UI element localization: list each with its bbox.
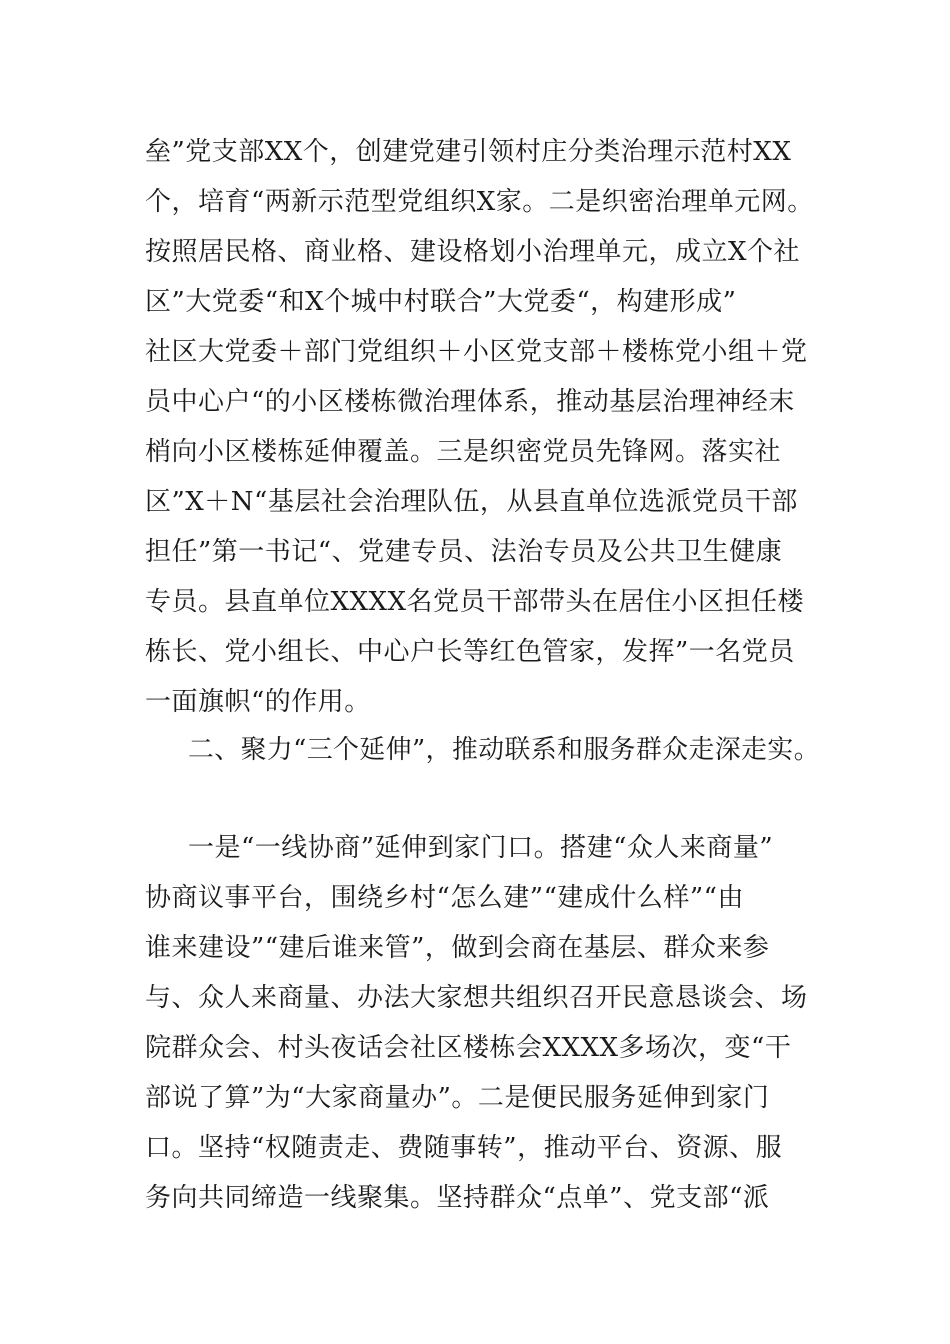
text-line: 按照居民格、商业格、建设格划小治理单元，成立X个社 [145,237,801,267]
text-line: 担任”第一书记“、党建专员、法治专员及公共卫生健康 [145,537,783,567]
section-heading: 二、聚力“三个延伸”，推动联系和服务群众走深走实。 [188,735,820,765]
text-line: 专员。县直单位XXXX名党员干部带头在居住小区担任楼 [145,587,805,617]
text-line: 谁来建设”“建后谁来管”，做到会商在基层、群众来参 [145,933,770,963]
text-line: 一面旗帜“的作用。 [145,687,371,717]
text-line: 区”X＋N“基层社会治理队伍，从县直单位选派党员干部 [145,487,798,517]
text-line: 务向共同缔造一线聚集。坚持群众“点单”、党支部“派 [145,1183,770,1213]
text-line: 一是“一线协商”延伸到家门口。搭建“众人来商量” [188,833,774,863]
text-line: 部说了算”为“大家商量办”。二是便民服务延伸到家门 [145,1083,770,1113]
text-line: 协商议事平台，围绕乡村“怎么建”“建成什么样”“由 [145,883,744,913]
text-line: 栋长、党小组长、中心户长等红色管家，发挥”一名党员 [145,637,795,667]
text-line: 梢向小区楼栋延伸覆盖。三是织密党员先锋网。落实社 [145,437,782,467]
text-line: 口。坚持“权随责走、费随事转”，推动平台、资源、服 [145,1133,783,1163]
text-line: 个，培育“两新示范型党组织X家。二是织密治理单元网。 [145,187,814,217]
text-line: 社区大党委＋部门党组织＋小区党支部＋楼栋党小组＋党 [145,337,808,367]
text-line: 院群众会、村头夜话会社区楼栋会XXXX多场次，变“干 [145,1033,792,1063]
text-line: 垒”党支部XX个，创建党建引领村庄分类治理示范村XX [145,137,792,167]
text-line: 员中心户“的小区楼栋微治理体系，推动基层治理神经末 [145,387,795,417]
text-line: 与、众人来商量、办法大家想共组织召开民意恳谈会、场 [145,983,808,1013]
text-line: 区”大党委“和X个城中村联合”大党委“，构建形成” [145,287,737,317]
